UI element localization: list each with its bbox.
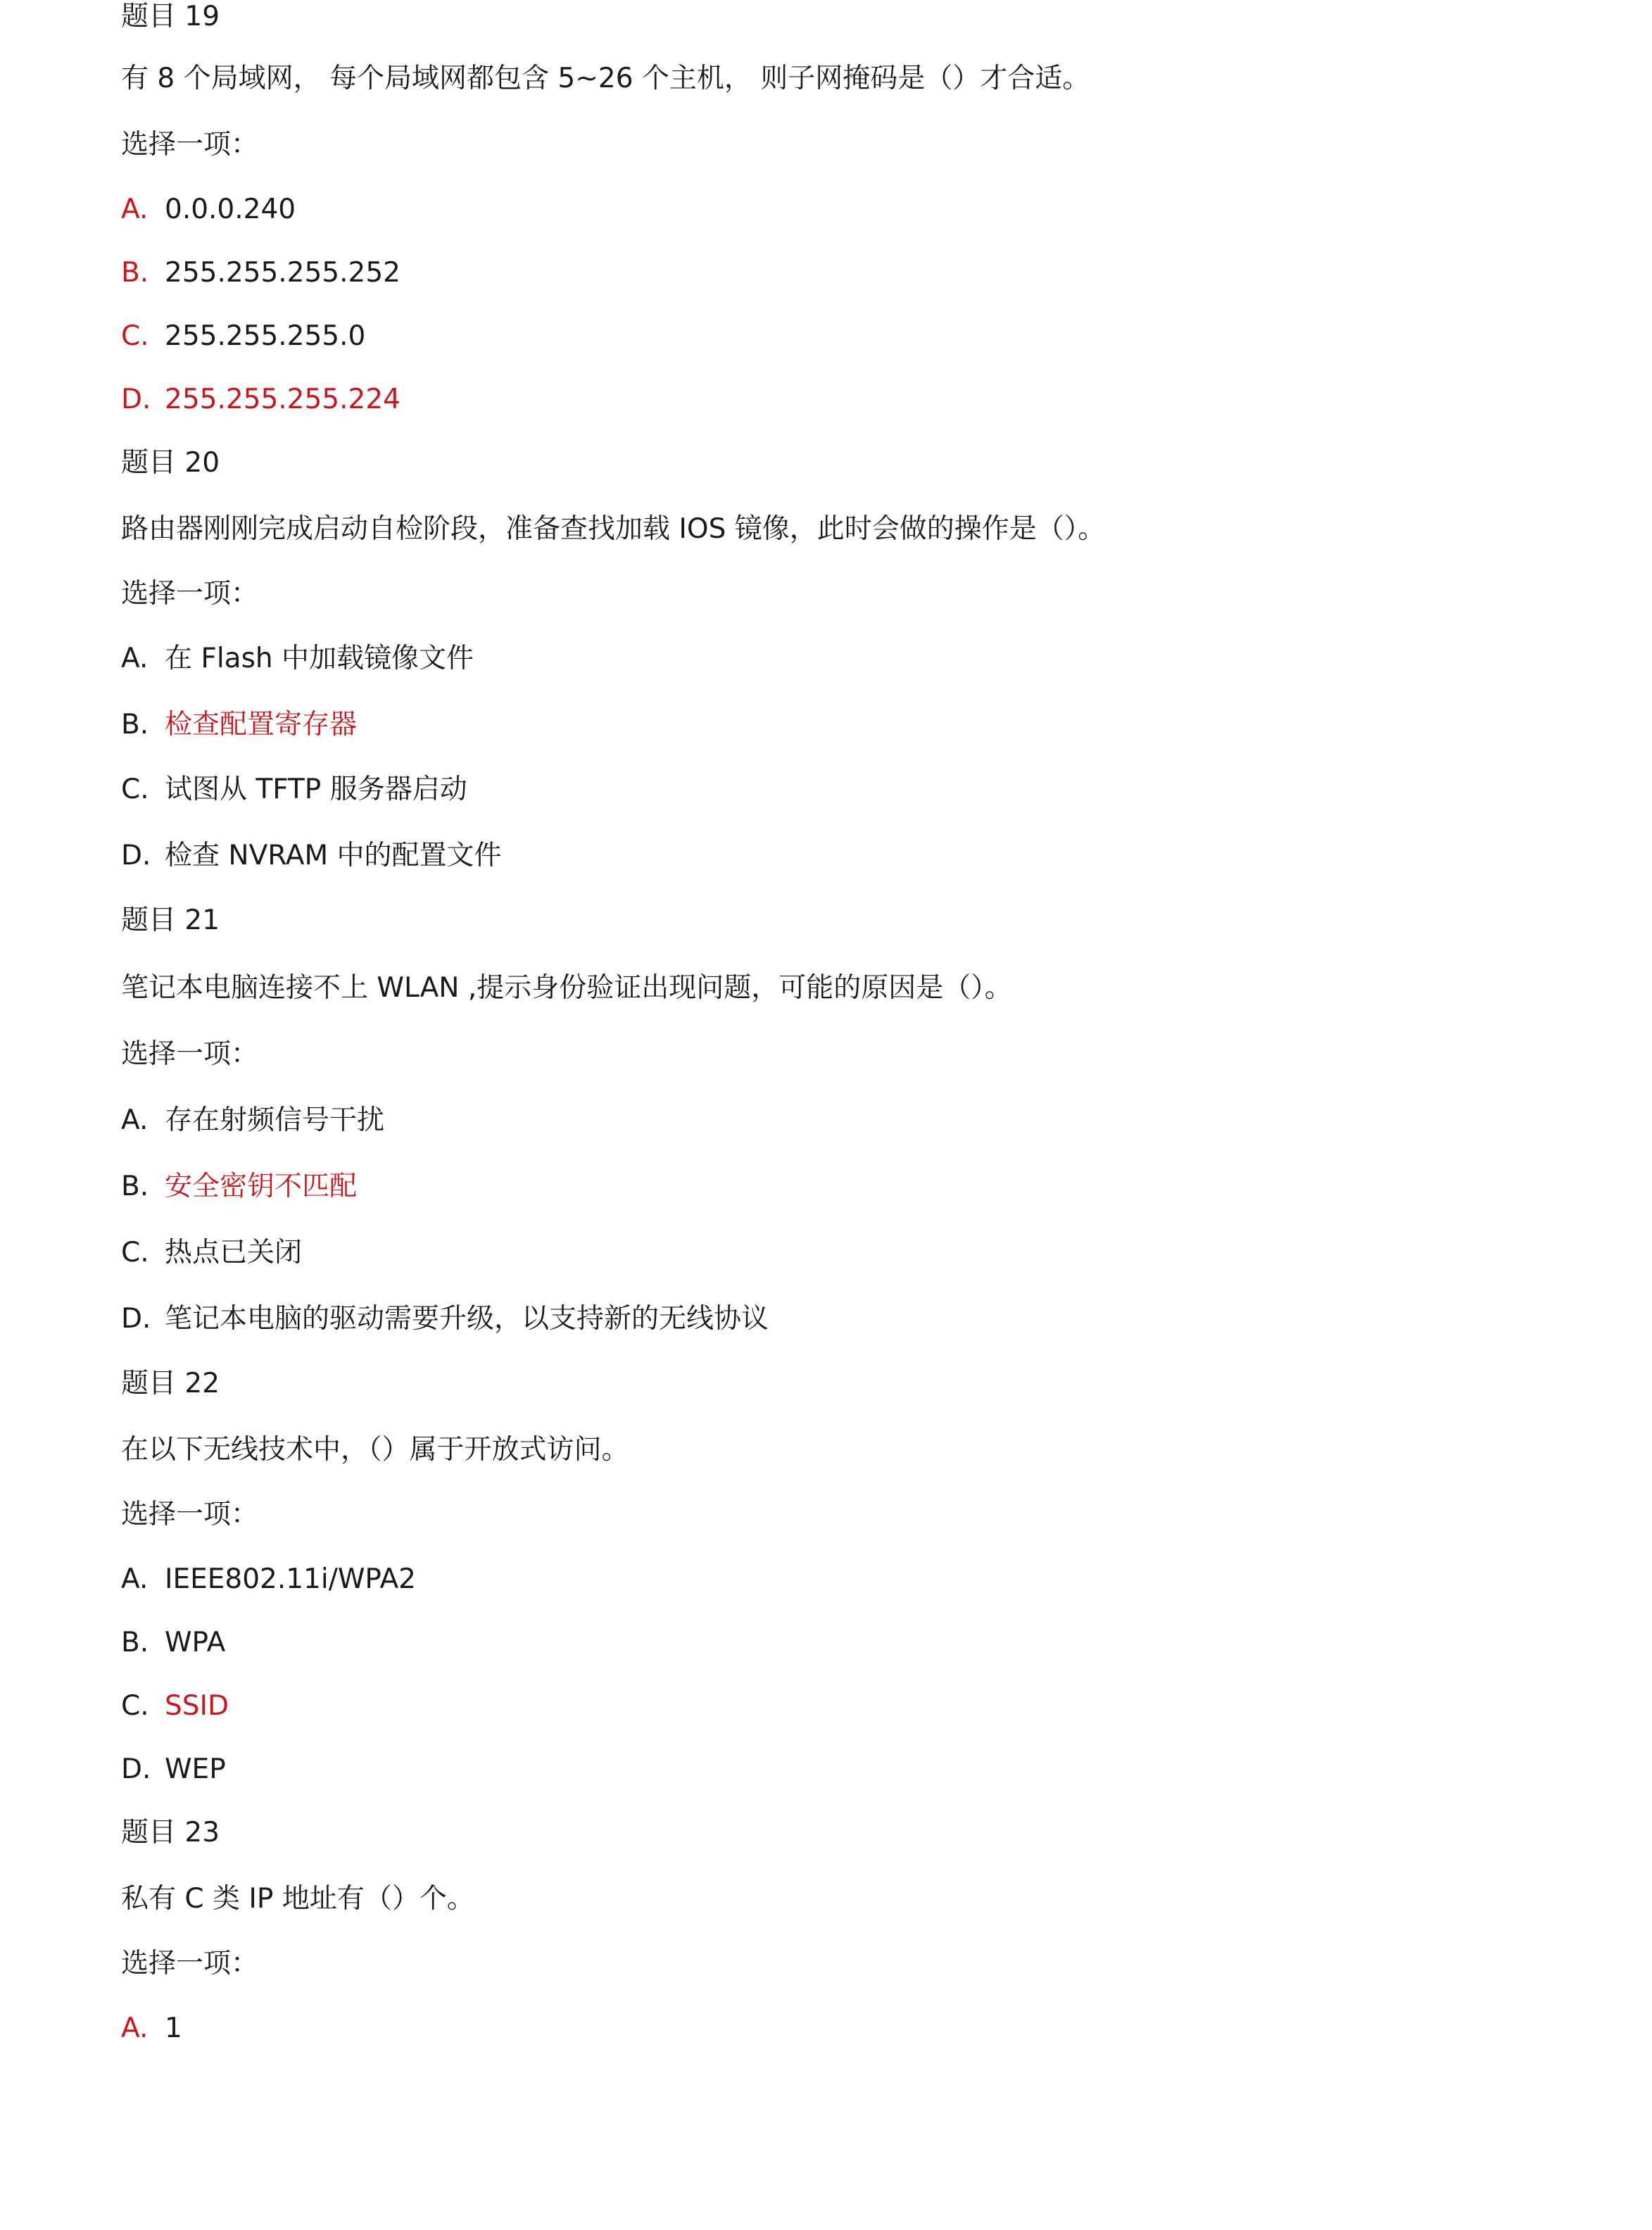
option-text: 安全密钥不匹配 [165,1171,358,1202]
option-d-correct [121,383,401,417]
option-a [121,1563,416,1596]
option-letter: B. [121,257,149,289]
option-a [121,2012,182,2046]
option-text: 255.255.255.0 [165,320,366,352]
question-stem: 笔记本电脑连接不上 WLAN ,提示身份验证出现问题，可能的原因是（）。 [121,972,1012,1004]
option-text: 255.255.255.252 [165,257,401,289]
option-b-correct [121,708,357,742]
option-letter: A. [121,194,149,225]
question-prompt: 选择一项： [121,578,259,610]
option-letter: C. [121,1690,149,1722]
question-prompt: 选择一项： [121,129,259,160]
option-a [121,193,296,227]
option-text: 0.0.0.240 [165,194,296,225]
option-letter: D. [121,1753,151,1785]
option-letter: D. [121,1303,151,1335]
option-b [121,1626,225,1660]
question-prompt: 选择一项： [121,1038,259,1070]
question-prompt: 选择一项： [121,1499,259,1530]
option-d [121,1302,769,1336]
question-prompt: 选择一项： [121,1948,259,1979]
option-d [121,839,502,873]
option-d [121,1753,226,1787]
question-stem: 在以下无线技术中，（）属于开放式访问。 [121,1434,629,1466]
option-c-correct [121,1689,229,1723]
option-a [121,1104,384,1138]
option-letter: C. [121,774,149,805]
option-a [121,642,474,676]
option-letter: D. [121,840,151,871]
option-b [121,256,401,290]
option-text: 1 [165,2012,182,2044]
option-text: 检查配置寄存器 [165,709,358,741]
question-title: 题目 21 [121,905,220,936]
option-text: 存在射频信号干扰 [165,1104,385,1136]
option-letter: A. [121,1563,149,1595]
option-c [121,320,365,353]
option-text: 255.255.255.224 [165,384,401,415]
question-title: 题目 23 [121,1817,220,1848]
option-letter: B. [121,709,149,741]
option-text: 检查 NVRAM 中的配置文件 [165,840,502,871]
option-letter: C. [121,320,149,352]
option-text: 试图从 TFTP 服务器启动 [165,774,467,805]
option-letter: A. [121,643,149,674]
option-text: 热点已关闭 [165,1237,303,1268]
option-c [121,773,467,807]
question-stem: 私有 C 类 IP 地址有（）个。 [121,1883,474,1915]
option-letter: A. [121,1104,149,1136]
question-title: 题目 20 [121,447,220,479]
option-text: WEP [165,1753,226,1785]
question-title: 题目 19 [121,1,220,32]
option-letter: A. [121,2012,149,2044]
option-letter: B. [121,1627,149,1658]
option-letter: B. [121,1171,149,1202]
option-b-correct [121,1170,357,1204]
option-text: IEEE802.11i/WPA2 [165,1563,416,1595]
option-text: 笔记本电脑的驱动需要升级，以支持新的无线协议 [165,1303,769,1335]
question-title: 题目 22 [121,1368,220,1399]
question-stem: 路由器刚刚完成启动自检阶段，准备查找加载 IOS 镜像，此时会做的操作是（）。 [121,513,1106,545]
option-letter: C. [121,1237,149,1268]
question-stem: 有 8 个局域网， 每个局域网都包含 5~26 个主机， 则子网掩码是（）才合适。 [121,63,1090,94]
option-text: 在 Flash 中加载镜像文件 [165,643,474,674]
option-text: WPA [165,1627,226,1658]
option-text: SSID [165,1690,229,1722]
option-c [121,1236,302,1270]
option-letter: D. [121,384,151,415]
